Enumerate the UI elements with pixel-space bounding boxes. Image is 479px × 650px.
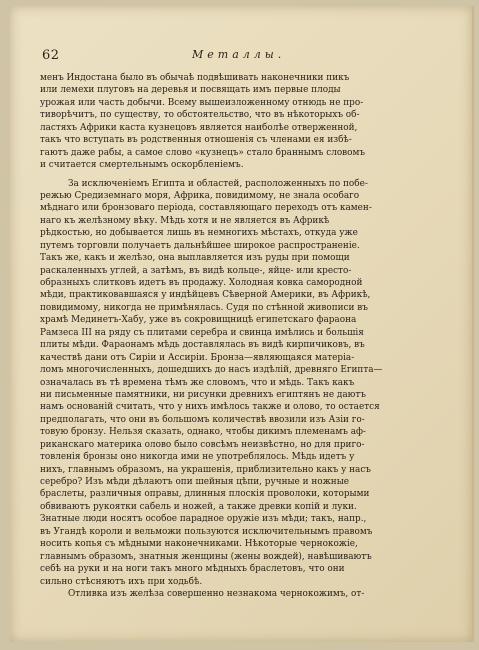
text-line: ломъ многочисленныхъ, дошедшихъ до насъ издѣлій, древняго Египта— (40, 365, 383, 376)
text-line: раскаленныхъ углей, а затѣмъ, въ видѣ кольце-, яйце- или кресто- (40, 265, 352, 276)
text-line: обвиваютъ рукоятки сабель и ножей, а также древки копій и луки. (40, 501, 357, 512)
text-line: храмѣ Мединетъ-Хабу, уже въ сокровищницѣ египетскаго фараона (40, 315, 357, 326)
text-line: гаютъ даже рабы, а самое слово «кузнецъ» стало браннымъ словомъ (40, 147, 366, 158)
text-line: носить копья съ мѣдными наконечниками. Нѣкоторые чернокожіе, (40, 539, 358, 550)
text-line: и считается смертельнымъ оскорбленіемъ. (40, 160, 244, 171)
text-line: означалась въ тѣ времена тѣмъ же словомъ, что и мѣдь. Такъ какъ (40, 377, 355, 388)
text-line: себѣ на руки и на ноги такъ много мѣдныхъ браслетовъ, что они (40, 564, 345, 575)
text-line: наго къ желѣзному вѣку. Мѣдь хотя и не является въ Африкѣ (40, 215, 330, 226)
text-line: Такъ же, какъ и желѣзо, она выплавляется изъ руды при помощи (40, 253, 350, 264)
text-line: Отливка изъ желѣза совершенно незнакома чернокожимъ, от- (68, 588, 365, 599)
text-line: ластяхъ Африки каста кузнецовъ является наиболѣе отверженной, (40, 122, 358, 133)
book-page (10, 6, 474, 642)
text-line: предполагать, что они въ большомъ количествѣ ввозили изъ Азіи го- (40, 414, 365, 425)
text-line: Знатные люди носятъ особое парадное оружіе изъ мѣди; такъ, напр., (40, 514, 367, 525)
text-line: путемъ торговли получаетъ дальнѣйшее широкое распространеніе. (40, 240, 360, 251)
text-line: серебро? Изъ мѣди дѣлаютъ опи шейныя цѣпи, ручные и ножные (40, 477, 350, 487)
page-header (42, 48, 442, 64)
text-line: качествѣ дани отъ Сиріи и Ассиріи. Бронза—являющаяся матеріа- (40, 352, 355, 363)
text-line: мѣди, практиковавшаяся у индѣйцевъ Сѣверной Америки, въ Африкѣ, (40, 290, 371, 301)
page-number: 62 (42, 48, 60, 63)
text-line: тиворѣчитъ, по существу, то обстоятельство, что въ нѣкоторыхъ об- (40, 110, 360, 121)
text-line: браслеты, различныя оправы, длинныя плоскія проволоки, которыми (40, 489, 370, 500)
text-line: менъ Индостана было въ обычаѣ подвѣшивать наконечники пикъ (40, 73, 350, 83)
text-line: въ Угандѣ короли и вельможи пользуются исключительнымъ правомъ (40, 526, 373, 537)
paragraph-1 (40, 72, 452, 172)
text-line: главнымъ образомъ, знатныя женщины (жены вождей), навѣшиваютъ (40, 551, 372, 562)
text-line: намъ основаній считать, что у нихъ имѣлось также и олово, то остается (40, 402, 380, 413)
text-line: ни письменные памятники, ни рисунки древнихъ египтянъ не даютъ (40, 389, 366, 400)
text-line: риканскаго материка олово было совсѣмъ неизвѣстно, но для приго- (40, 439, 365, 450)
paragraph-3 (40, 588, 452, 600)
text-line: повидимому, никогда не примѣнялась. Судя по стѣнной живописи въ (40, 302, 368, 313)
text-line: такъ что вступать въ родственныя отношенія съ членами ея избѣ- (40, 135, 352, 146)
text-line: или лемехи плуговъ на деревья и посвящать имъ первые плоды (40, 85, 341, 96)
text-body (40, 72, 452, 600)
paragraph-2 (40, 178, 452, 588)
text-line: Рамзеса III на ряду съ плитами серебра и свинца имѣлись и большія (40, 327, 364, 338)
text-line: нихъ, главнымъ образомъ, на украшенія, приблизительно какъ у насъ (40, 464, 371, 475)
text-line: сильно стѣсняютъ ихъ при ходьбѣ. (40, 576, 203, 587)
text-line: товленія бронзы оно никогда ими не употреблялось. Мѣдь идетъ у (40, 452, 355, 463)
running-title: Металлы. (192, 48, 286, 61)
text-line: мѣднаго или бронзоваго періода, составляющаго переходъ отъ камен- (40, 203, 372, 214)
text-line: плиты мѣди. Фараонамъ мѣдь доставлялась въ видѣ кирпичиковъ, въ (40, 340, 365, 351)
text-line: рѣдкостью, но добывается лишь въ немногихъ мѣстахъ, откуда уже (40, 228, 358, 239)
text-line: товую бронзу. Нельзя сказать, однако, чтобы дикимъ племенамъ аф- (40, 427, 366, 438)
text-line: образныхъ слитковъ идетъ въ продажу. Холодная ковка самородной (40, 278, 363, 288)
text-line: урожая или часть добычи. Всему вышеизложенному отнюдь не про- (40, 97, 364, 108)
text-line: За исключеніемъ Египта и областей, расположенныхъ по побе- (68, 178, 368, 189)
text-line: режью Средиземнаго моря, Африка, повидимому, не знала особаго (40, 190, 360, 201)
